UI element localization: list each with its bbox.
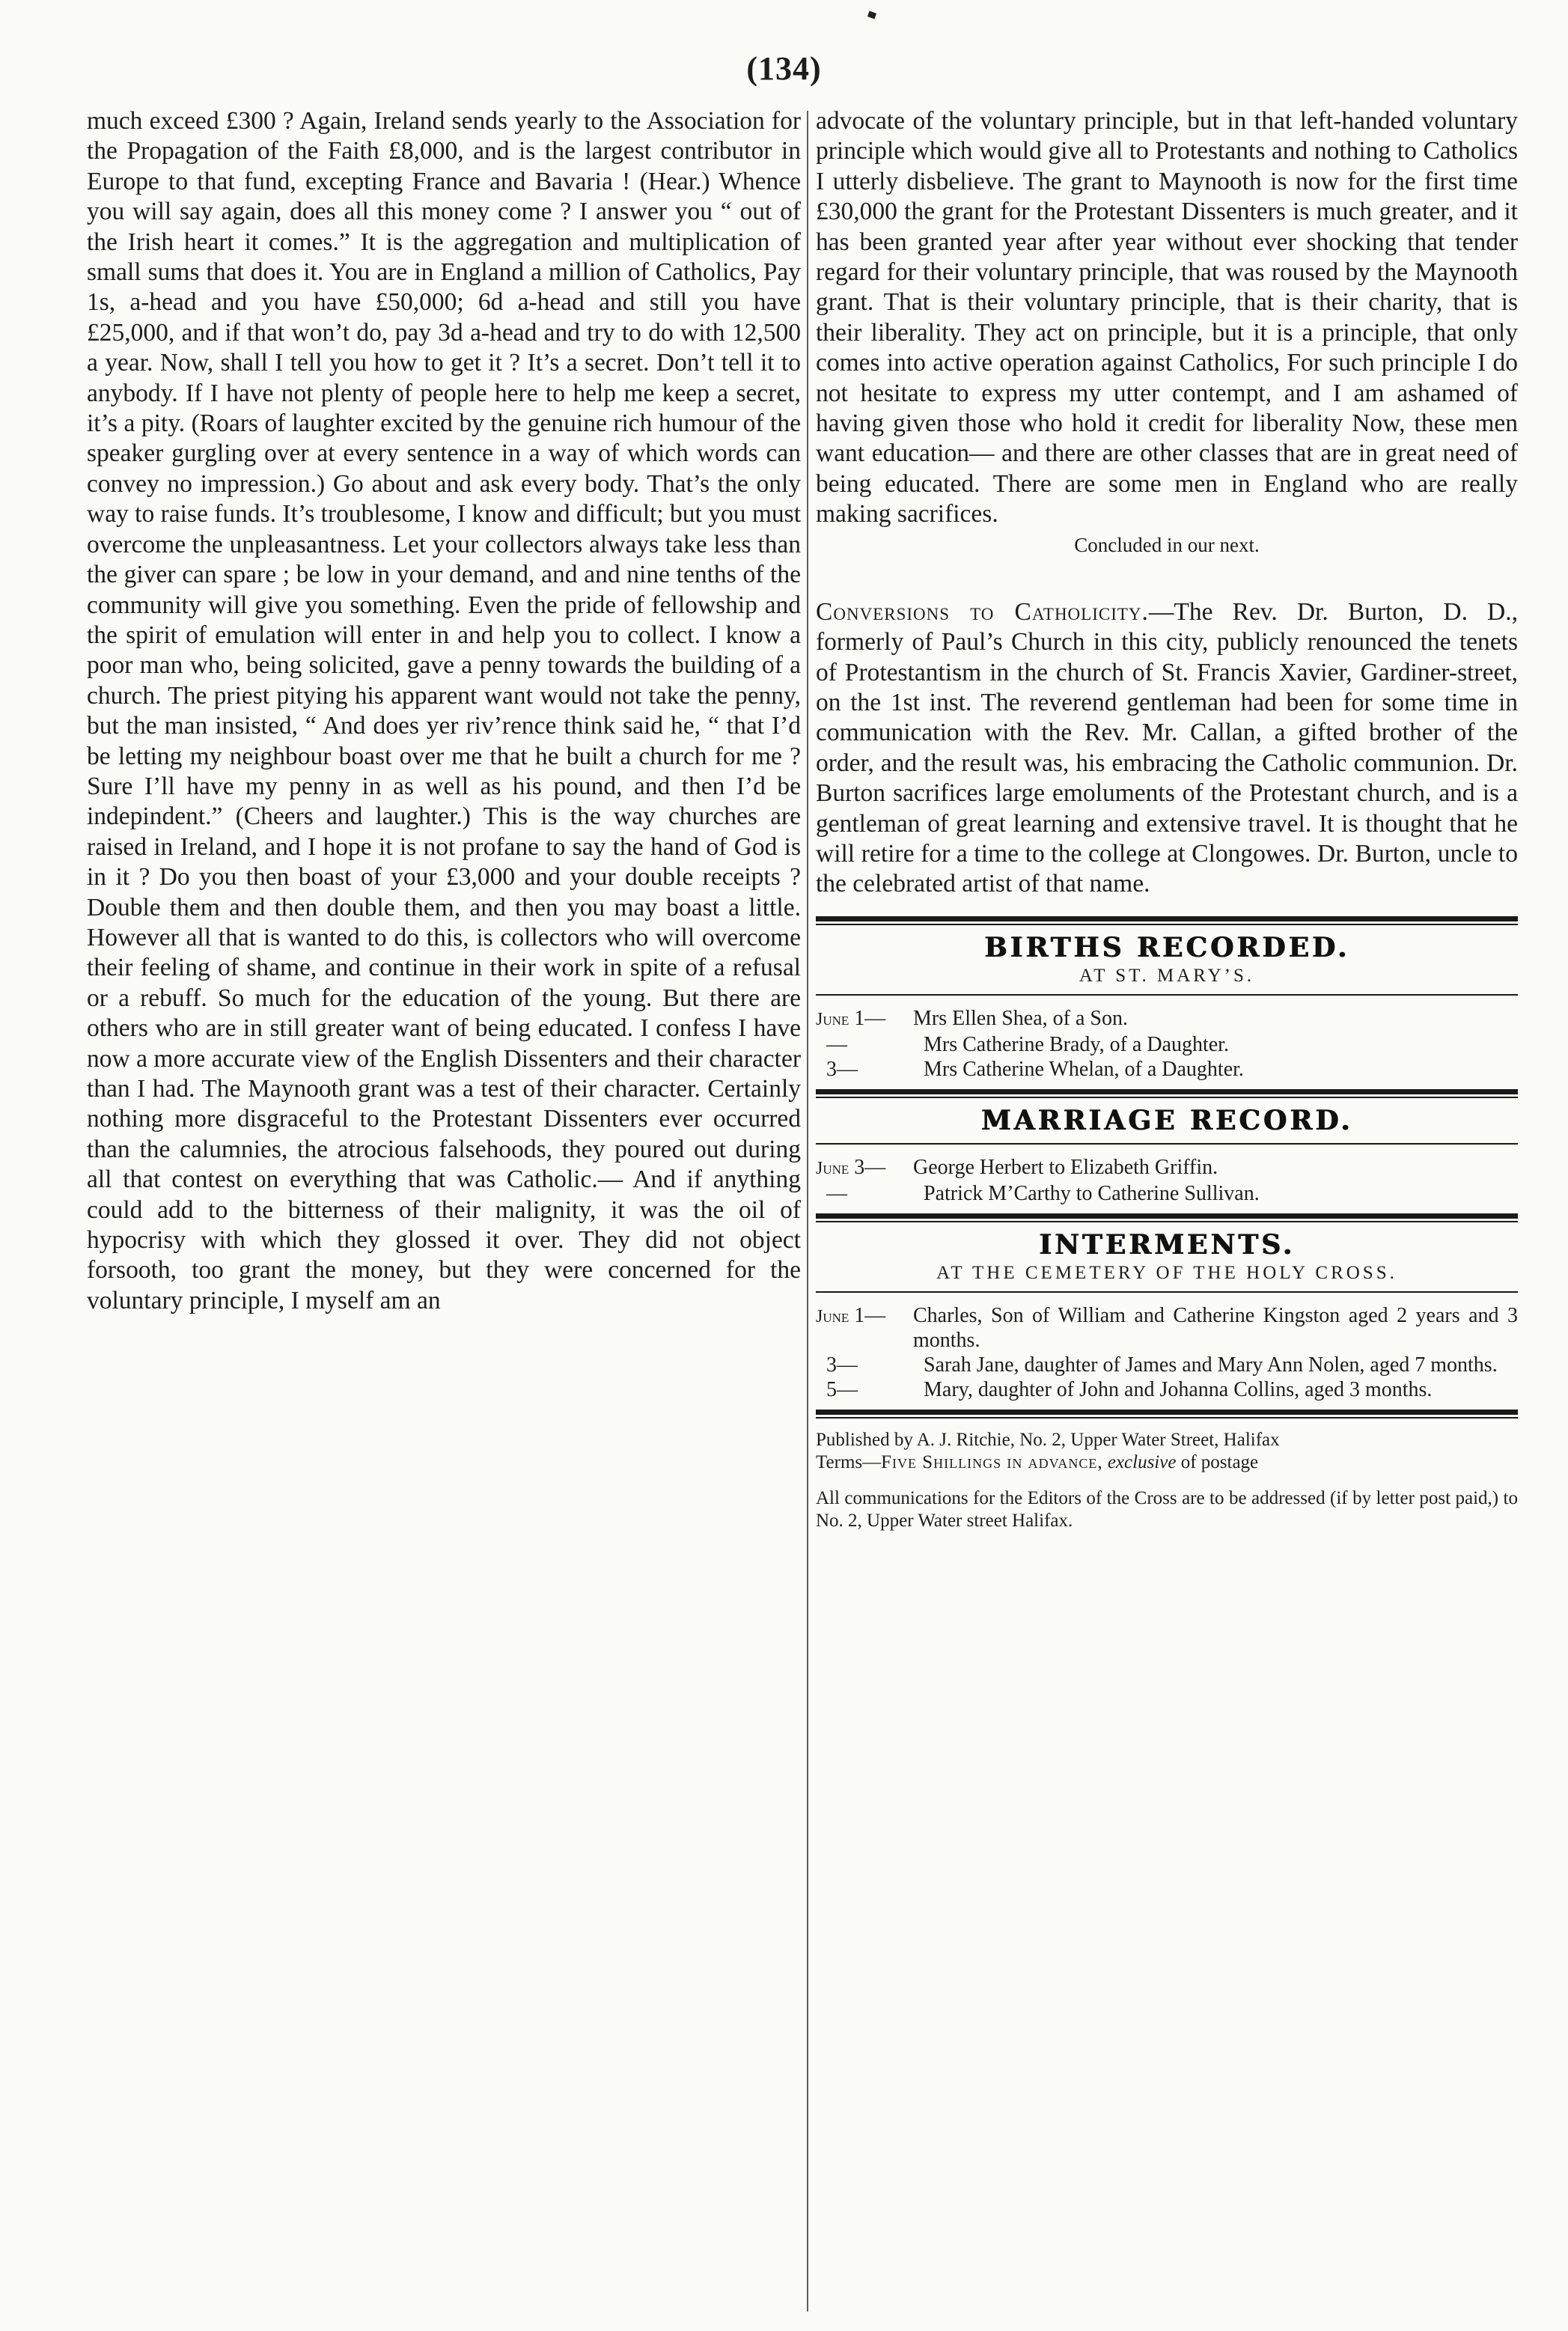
imprint-terms-exclusive: exclusive	[1107, 1451, 1177, 1472]
entry-day: 5	[826, 1377, 837, 1401]
entry-text: Mrs Ellen Shea, of a Son.	[913, 1006, 1128, 1030]
entry-day: 3	[826, 1353, 837, 1377]
page-number: (134)	[746, 50, 822, 87]
entry-text: Mrs Catherine Whelan, of a Daughter.	[924, 1057, 1244, 1081]
ink-speck	[867, 11, 876, 19]
section-rule-thin	[816, 1097, 1518, 1098]
conversions-article	[816, 597, 1518, 900]
continued-note: Concluded in our next.	[1074, 533, 1260, 556]
entry-month: June	[816, 1009, 849, 1029]
imprint-terms-value: Five Shillings in advance,	[881, 1451, 1103, 1472]
entry-day: —	[826, 1032, 847, 1056]
section-rule-thick	[816, 1089, 1518, 1094]
imprint-terms-tail: of postage	[1180, 1451, 1259, 1472]
imprint-publisher-block	[816, 1429, 1518, 1474]
section-rule-thin	[816, 924, 1518, 925]
entry-day: 1	[854, 1006, 865, 1030]
speech-continuation-text: much exceed £300 ? Again, Ireland sends yearly to the Association for the Propagation of the Faith £8,000, and is the largest contributor in Europe to that fund, excepting France and Bavaria ! (Hear.) Whence you will say again, does all this money come ? I answer you “ out of the Irish heart it comes.” It is the aggregation and multiplication of small sums that does it. You are in England a million of Catholics, Pay 1s, a-head and you have £50,000; 6d a-head and still you have £25,000, and if that won’t do, pay 3d a-head and try to do with 12,500 a year. Now, shall I tell you how to get it ? It’s a secret. Don’t tell it to anybody. If I have not plenty of people here to help me keep a secret, it’s a pity. (Roars of laughter excited by the genuine rich humour of the speaker gurgling over at every sentence in a way of which words can convey no impression.) Go about and ask every body. That’s the only way to raise funds. It’s troublesome, I know and difficult; but you must overcome the unpleasantness. Let your collectors always take less than the giver can spare ; be low in your demand, and and nine tenths of the community will give you something. Even the pride of fellowship and the spirit of emulation will enter in and help you to collect. I know a poor man who, being solicited, gave a penny towards the building of a church. The priest pitying his apparent want would not take the penny, but the man insisted, “ And does yer riv’rence think said he, “ that I’d be letting my neighbour boast over me that he built a church for me ? Sure I’ll have my penny in as well as his pound, and then I’d be indepindent.” (Cheers and laughter.) This is the way churches are raised in Ireland, and I hope it is not profane to say the hand of God is in it ? Do you then boast of your £3,000 and your double receipts ? Double them and then double them, and then you may boast a little. However all that is wanted to do this, is collectors who will overcome their feeling of shame, and continue in their work in spite of a refusal or a rebuff. So much for the education of the young. But there are others who are in still greater want of being educated. I confess I have now a more accurate view of the English Dissenters and their character than I had. The Maynooth grant was a test of their character. Certainly nothing more disgraceful to the Protestant Dissenters ever occurred than the calumnies, the atrocious falsehoods, they poured out during all that contest on everything that was Catholic.— And if anything could add to the bitterness of their malignity, it was the oil of hypocrisy with which they glossed it over. They did not object forsooth, too grant the money, but they were concerned for the voluntary principle, I myself am an	[87, 107, 801, 1314]
speech-conclusion-text: advocate of the voluntary principle, but in that left-handed voluntary principle which would give all to Protestants and nothing to Catholics I utterly disbelieve. The grant to Maynooth is now for the first time £30,000 the grant for the Protestant Dissenters is much greater, and it has been granted year after year without ever shocking that tender regard for their voluntary principle, that was roused by the Maynooth grant. That is their voluntary principle, that is their charity, that is their liberality. They act on principle, but it is a principle, that only comes into active operation against Catholics, For such principle I do not hesitate to express my utter contempt, and I am ashamed of having given those who hold it credit for liberality Now, these men want education— and there are other classes that are in great need of being educated. There are some men in England who are really making sacrifices.	[816, 107, 1518, 528]
entry-text: Mrs Catherine Brady, of a Daughter.	[924, 1032, 1229, 1056]
section-rule-thick	[816, 916, 1518, 921]
marriages-list	[816, 1143, 1518, 1206]
entry-day: —	[826, 1181, 847, 1205]
births-title: BIRTHS RECORDED.	[983, 931, 1350, 963]
entry-month: June	[816, 1306, 849, 1326]
right-column	[816, 106, 1518, 1546]
entry-text: Charles, Son of William and Catherine Kingston aged 2 years and 3 months.	[913, 1303, 1518, 1352]
marriages-section	[816, 1104, 1518, 1206]
marriages-title: MARRIAGE RECORD.	[980, 1104, 1353, 1136]
list-item	[816, 1181, 1518, 1206]
list-item: June 1— Charles, Son of William and Catherine Kingston aged 2 years and 3 months.	[816, 1303, 1518, 1352]
list-item: June 1— Mrs Ellen Shea, of a Son.	[816, 1006, 1518, 1032]
column-divider	[807, 111, 808, 2312]
list-item: 5— Mary, daughter of John and Johanna Collins, aged 3 months.	[816, 1377, 1518, 1402]
imprint-terms-label: Terms—	[816, 1451, 882, 1472]
list-item: 3— Mrs Catherine Whelan, of a Daughter.	[816, 1057, 1518, 1082]
interments-section	[816, 1228, 1518, 1402]
left-column	[87, 106, 801, 1316]
list-item	[816, 1032, 1518, 1057]
entry-text: George Herbert to Elizabeth Griffin.	[913, 1155, 1218, 1179]
list-item: June 3— George Herbert to Elizabeth Griffin.	[816, 1155, 1518, 1181]
section-rule-thin	[816, 1417, 1518, 1419]
entry-day: 3	[826, 1057, 837, 1081]
conversions-body: —The Rev. Dr. Burton, D. D., formerly of Paul’s Church in this city, publicly renounced the tenets of Protestantism in the church of St. Francis Xavier, Gardiner-street, on the 1st inst. The reverend gentleman had been for some time in communication with the Rev. Mr. Callan, a gifted brother of the order, and the result was, his embracing the Catholic communion. Dr. Burton sacrifices large emoluments of the Protestant church, and is a gentleman of great learning and extensive travel. It is thought that he will retire for a time to the college at Clongowes. Dr. Burton, uncle to the celebrated artist of that name.	[816, 597, 1519, 898]
section-rule-thin	[816, 1221, 1518, 1222]
list-item: 3— Sarah Jane, daughter of James and Mary Ann Nolen, aged 7 months.	[816, 1353, 1518, 1377]
entry-month: June	[816, 1158, 849, 1178]
interments-list	[816, 1291, 1518, 1402]
entry-text: Sarah Jane, daughter of James and Mary Ann Nolen, aged 7 months.	[924, 1353, 1498, 1377]
imprint-publisher: Published by A. J. Ritchie, No. 2, Upper Water Street, Halifax	[816, 1429, 1280, 1450]
births-section	[816, 931, 1518, 1082]
entry-text: Patrick M’Carthy to Catherine Sullivan.	[924, 1181, 1260, 1205]
interments-title: INTERMENTS.	[1038, 1228, 1296, 1261]
conversions-heading: Conversions to Catholicity.	[816, 597, 1149, 626]
imprint	[816, 1429, 1518, 1532]
entry-text: Mary, daughter of John and Johanna Collins, aged 3 months.	[924, 1377, 1433, 1401]
section-rule-thick	[816, 1410, 1518, 1415]
imprint-notice: All communications for the Editors of the Cross are to be addressed (if by letter post paid,) to No. 2, Upper Water street Halifax.	[816, 1487, 1518, 1531]
section-rule-thick	[816, 1213, 1518, 1219]
entry-day: 1	[854, 1303, 865, 1327]
births-list	[816, 994, 1518, 1082]
births-subtitle: AT ST. MARY’S.	[1079, 965, 1255, 986]
entry-day: 3	[854, 1155, 865, 1179]
interments-subtitle: AT THE CEMETERY OF THE HOLY CROSS.	[936, 1262, 1397, 1283]
